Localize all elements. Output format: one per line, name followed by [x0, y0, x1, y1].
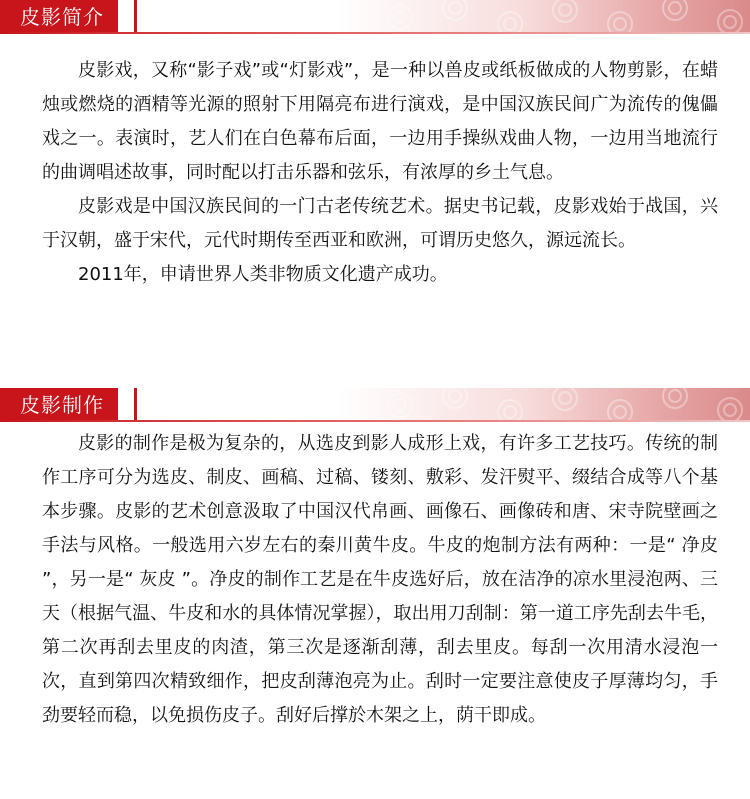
- paragraph: 皮影的制作是极为复杂的，从选皮到影人成形上戏，有许多工艺技巧。传统的制作工序可分为选皮、制皮、画稿、过稿、镂刻、敷彩、发汗熨平、缀结合成等八个基本步骤。皮影的艺术创意汲取了中国汉代帛画、画像石、画像砖和唐、宋寺院壁画之手法与风格。一般选用六岁左右的秦川黄牛皮。牛皮的炮制方法有两种：一是“ 净皮 ”，另一是“ 灰皮 ”。净皮的制作工艺是在牛皮选好后，放在洁净的凉水里浸泡两、三天（根据气温、牛皮和水的具体情况掌握），取出用刀刮制：第一道工序先刮去牛毛，第二次再刮去里皮的肉渣，第三次是逐渐刮薄，刮去里皮。每刮一次用清水浸泡一次，直到第四次精致细作，把皮刮薄泡亮为止。刮时一定要注意使皮子厚薄均匀，手劲要轻而稳，以免损伤皮子。刮好后撑於木架之上，荫干即成。: [42, 433, 718, 726]
- section-title: 皮影简介: [0, 0, 118, 34]
- section-header-intro: [0, 0, 750, 34]
- production-text: [42, 427, 718, 733]
- cloud-pattern-decoration: [370, 388, 750, 422]
- section-title: 皮影制作: [0, 388, 118, 422]
- paragraph: 皮影戏是中国汉族民间的一门古老传统艺术。据史书记载，皮影戏始于战国，兴于汉朝，盛于宋代，元代时期传至西亚和欧洲，可谓历史悠久，源远流长。: [42, 196, 718, 251]
- title-accent-bar: [134, 0, 137, 34]
- title-accent-bar: [134, 388, 137, 422]
- paragraph: 皮影戏，又称“影子戏”或“灯影戏”，是一种以兽皮或纸板做成的人物剪影，在蜡烛或燃烧的酒精等光源的照射下用隔亮布进行演戏，是中国汉族民间广为流传的傀儡戏之一。表演时，艺人们在白色幕布后面，一边用手操纵戏曲人物，一边用当地流行的曲调唱述故事，同时配以打击乐器和弦乐，有浓厚的乡土气息。: [42, 60, 718, 183]
- paragraph: 2011年，申请世界人类非物质文化遗产成功。: [78, 264, 448, 285]
- header-underline: [0, 32, 750, 34]
- cloud-pattern-decoration: [370, 0, 750, 34]
- section-header-production: [0, 388, 750, 422]
- intro-text: [42, 54, 718, 292]
- header-underline: [0, 420, 750, 422]
